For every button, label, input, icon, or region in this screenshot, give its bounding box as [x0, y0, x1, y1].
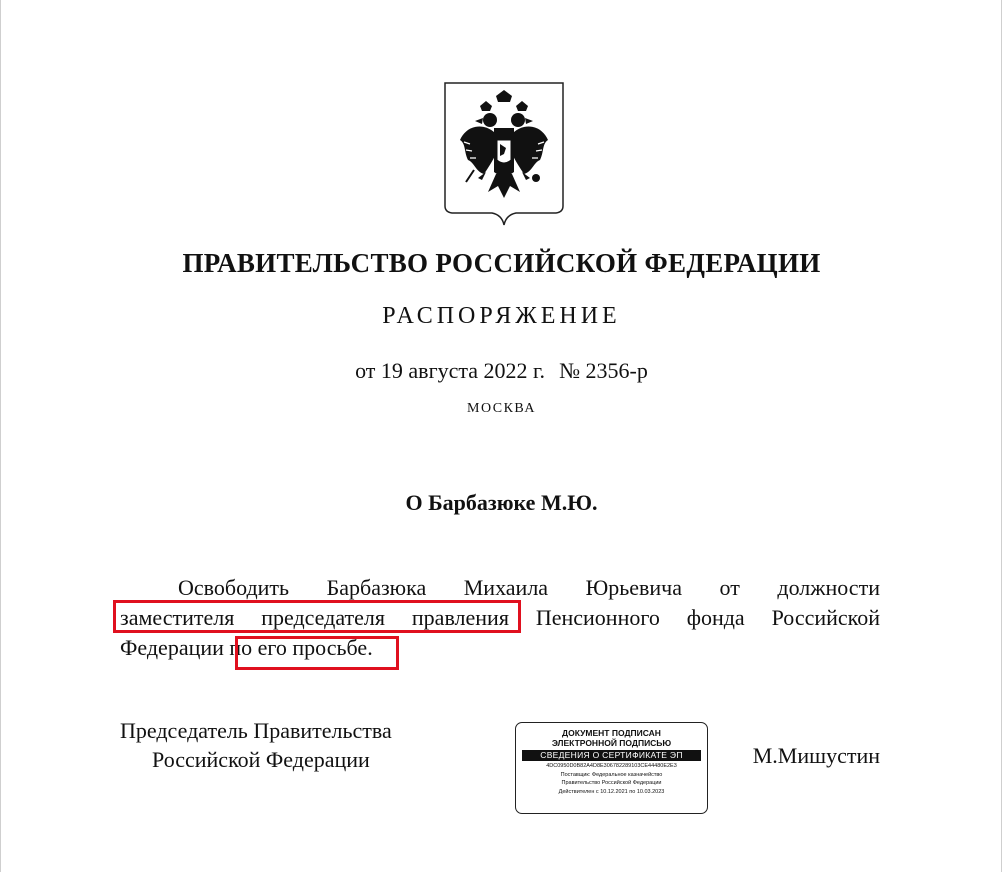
- body-word: Пенсионного: [535, 605, 660, 630]
- body-line-3: Федерации по его просьбе.: [120, 635, 373, 660]
- document-number: № 2356-р: [559, 358, 648, 383]
- body-word: правления: [411, 605, 509, 630]
- body-word: Освободить: [178, 575, 290, 600]
- body-word: Юрьевича: [585, 575, 683, 600]
- government-title: ПРАВИТЕЛЬСТВО РОССИЙСКОЙ ФЕДЕРАЦИИ: [182, 248, 821, 278]
- body-word: от: [719, 575, 740, 600]
- body-word: Барбазюка: [326, 575, 427, 600]
- stamp-heading-2: ЭЛЕКТРОННОЙ ПОДПИСЬЮ: [551, 738, 672, 748]
- body-word: председателя: [261, 605, 386, 630]
- stamp-heading-1: ДОКУМЕНТ ПОДПИСАН: [562, 728, 661, 738]
- document-type: РАСПОРЯЖЕНИЕ: [382, 303, 621, 329]
- page-edge-right: [1001, 0, 1002, 872]
- stamp-issuer: Поставщик: Федеральное казначейство: [560, 771, 663, 778]
- stamp-certificate-bar: СВЕДЕНИЯ О СЕРТИФИКАТЕ ЭП: [522, 750, 701, 761]
- body-word: Российской: [771, 605, 880, 630]
- body-word: Михаила: [463, 575, 549, 600]
- electronic-signature-stamp: [515, 722, 708, 814]
- document-date: от 19 августа 2022 г.: [355, 358, 546, 383]
- body-word: должности: [777, 575, 880, 600]
- stamp-owner: Правительство Российской Федерации: [561, 780, 662, 786]
- coat-of-arms-icon: [444, 82, 564, 226]
- stamp-serial: 4DC0950D0B82A4D8E306782289103CE44480E2E3: [546, 763, 677, 769]
- body-word: заместителя: [120, 605, 235, 630]
- signer-title: [120, 716, 420, 774]
- body-word: фонда: [686, 605, 745, 630]
- signer-title-line-2: Российской Федерации: [152, 747, 370, 772]
- page-edge-left: [0, 0, 1, 872]
- document-subject: О Барбазюке М.Ю.: [405, 490, 598, 515]
- highlight-box-position: [113, 600, 521, 633]
- signer-title-line-1: Председатель Правительства: [120, 718, 392, 743]
- stamp-validity: Действителен с 10.12.2021 по 10.03.2023: [558, 788, 665, 795]
- body-line-1: [120, 573, 880, 603]
- document-city: МОСКВА: [467, 401, 536, 416]
- highlight-box-request: [235, 636, 399, 670]
- document-date-line: [0, 358, 1003, 384]
- signer-name: М.Мишустин: [752, 743, 880, 768]
